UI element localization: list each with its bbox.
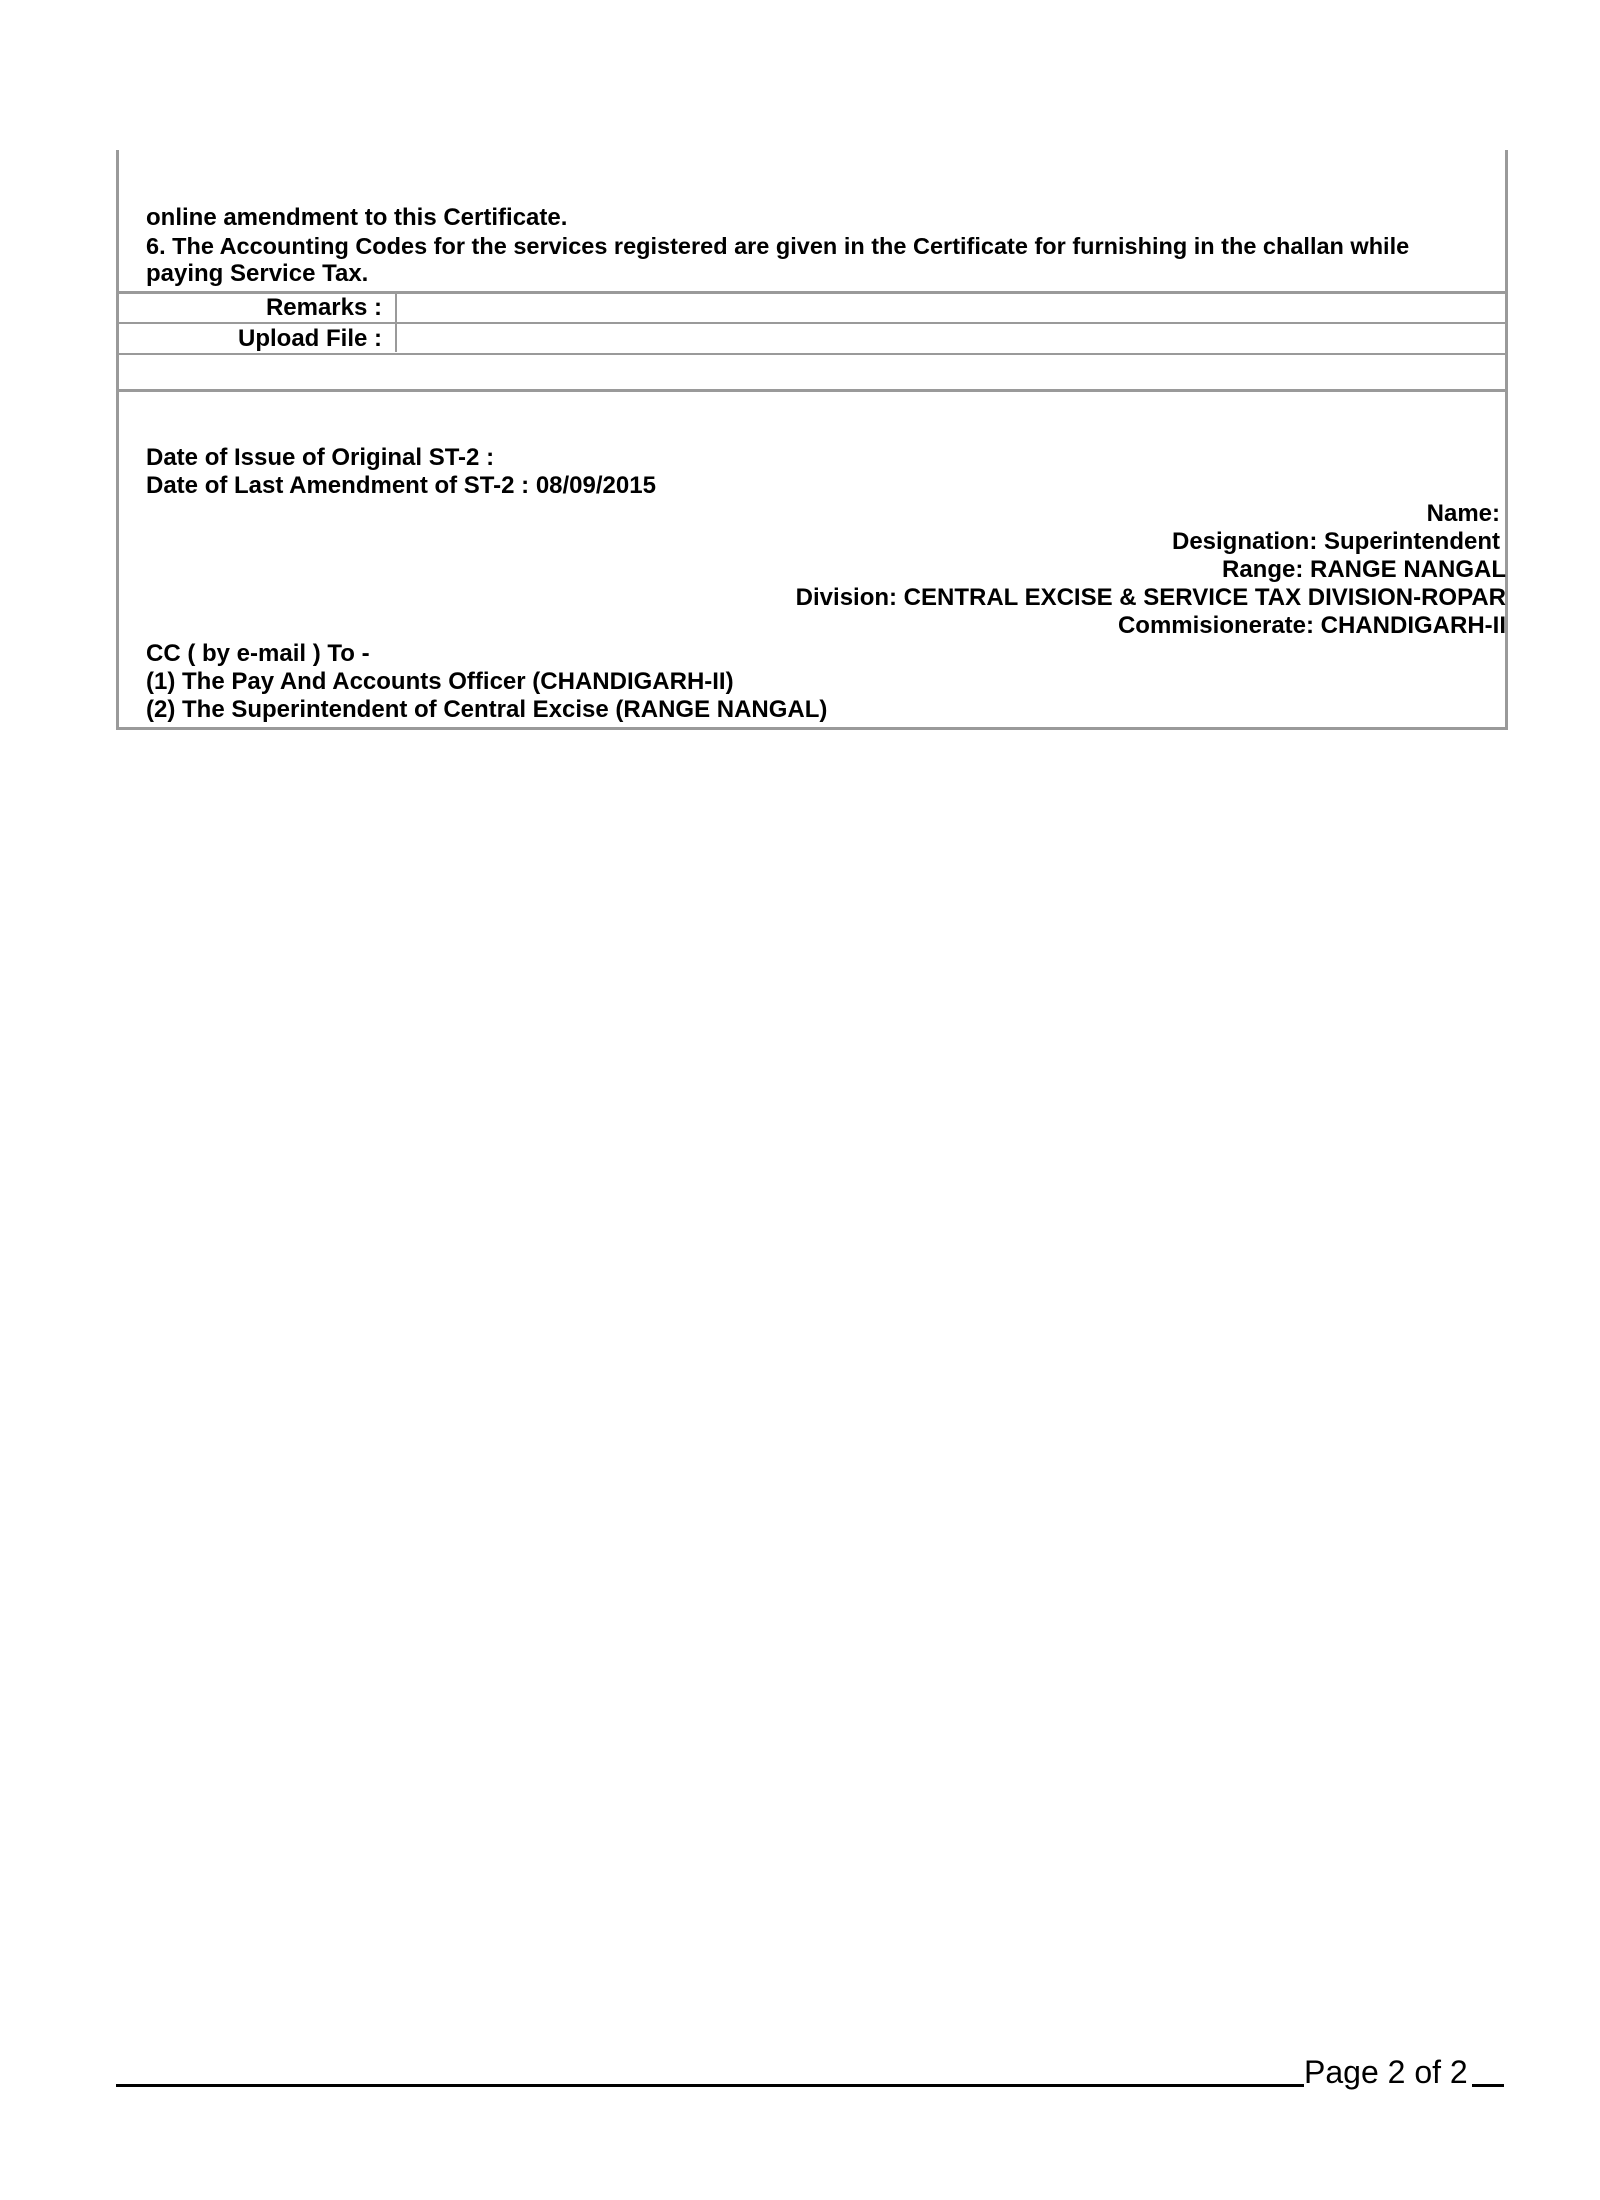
- original-issue-date: Date of Issue of Original ST-2 :: [146, 444, 495, 471]
- table-bottom-border: [116, 727, 1508, 730]
- blank-row-bottom-border: [116, 389, 1508, 392]
- cc-recipient: (2) The Superintendent of Central Excise (RANGE NANGAL): [146, 696, 828, 723]
- remarks-bottom-border: [116, 322, 1508, 324]
- cc-heading: CC ( by e-mail ) To -: [146, 640, 370, 667]
- note-line-1: online amendment to this Certificate.: [146, 204, 568, 231]
- note-line-3: paying Service Tax.: [146, 260, 369, 287]
- footer-rule-right: [1472, 2084, 1504, 2087]
- page-number: Page 2 of 2: [1304, 2054, 1468, 2090]
- signatory-designation: Designation: Superintendent: [1171, 528, 1500, 555]
- signatory-range: Range: RANGE NANGAL: [1221, 556, 1506, 583]
- footer-rule-left: [116, 2084, 1304, 2087]
- table-right-border: [1505, 150, 1508, 730]
- remarks-label: Remarks :: [265, 294, 382, 321]
- upload-bottom-border: [116, 353, 1508, 355]
- signatory-commissionerate: Commisionerate: CHANDIGARH-II: [1117, 612, 1506, 639]
- note-line-2: 6. The Accounting Codes for the services registered are given in the Certificate for furnishing in the challan while: [146, 233, 1410, 259]
- signatory-division: Division: CENTRAL EXCISE & SERVICE TAX DIVISION-ROPAR: [795, 584, 1506, 611]
- upload-file-label: Upload File :: [238, 325, 382, 352]
- certificate-table: [116, 150, 1508, 730]
- table-left-border: [116, 150, 119, 730]
- last-amendment-date: Date of Last Amendment of ST-2 : 08/09/2015: [146, 472, 656, 499]
- cc-recipient: (1) The Pay And Accounts Officer (CHANDIGARH-II): [146, 668, 734, 695]
- signatory-name: Name:: [1426, 500, 1500, 527]
